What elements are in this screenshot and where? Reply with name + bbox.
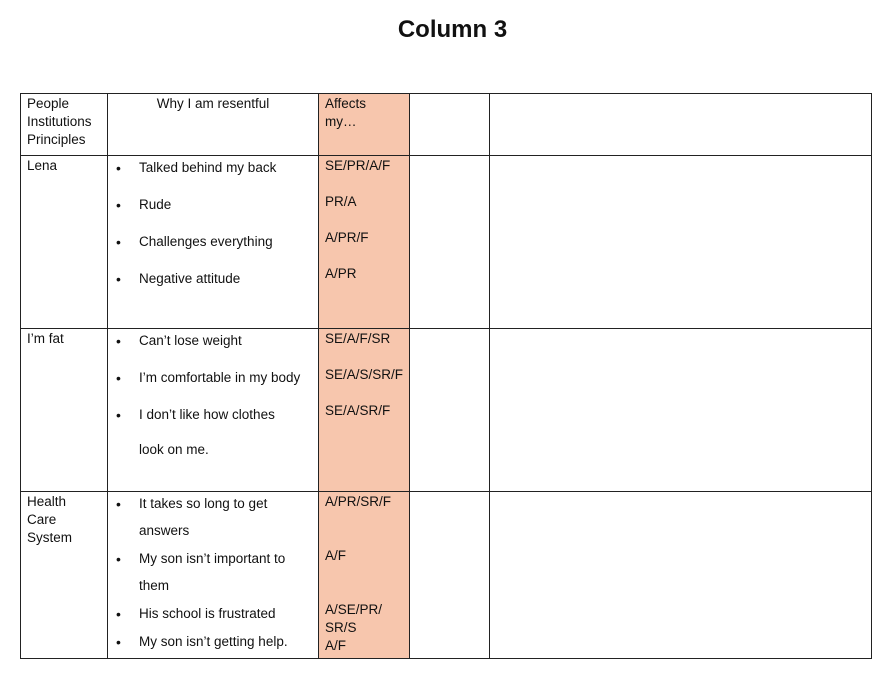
affects-code: SR/S	[325, 620, 357, 635]
reasons-list	[114, 495, 312, 651]
reasons-list	[114, 159, 312, 288]
reason-item: • My son isn’t important to	[114, 550, 312, 568]
header-affects-cell	[319, 94, 410, 156]
reason-item: • Can’t lose weight	[114, 332, 312, 350]
empty-cell	[410, 329, 490, 492]
reason-item: • I don’t like how clothes	[114, 406, 312, 424]
reason-item: • His school is frustrated	[114, 605, 312, 623]
reason-continuation-text: answers	[139, 523, 190, 538]
affects-code: SE/A/SR/F	[325, 403, 391, 418]
header-principles-label: Principles	[27, 132, 86, 147]
affects-code: PR/A	[325, 194, 357, 209]
reason-item: • It takes so long to get	[114, 495, 312, 513]
header-empty-cell-4	[410, 94, 490, 156]
affects-code: SE/PR/A/F	[325, 158, 391, 173]
header-people-label: People	[27, 96, 70, 111]
reason-continuation	[114, 577, 312, 595]
affects-code: A/PR	[325, 266, 357, 281]
reason-continuation	[114, 441, 312, 459]
affects-code: A/F	[325, 638, 347, 653]
table-row	[21, 156, 872, 329]
page-title: Column 3	[397, 16, 508, 43]
affects-code: A/PR/F	[325, 230, 369, 245]
empty-cell	[490, 156, 872, 329]
reason-continuation-text: them	[139, 578, 170, 593]
reason-item: • Challenges everything	[114, 233, 312, 251]
row-reasons-cell	[108, 492, 319, 659]
table-row	[21, 329, 872, 492]
row-name: Lena	[27, 158, 58, 173]
header-affects-label: Affects	[325, 96, 367, 111]
reasons-list	[114, 332, 312, 459]
header-people-cell	[21, 94, 108, 156]
empty-cell	[490, 329, 872, 492]
header-empty-cell-5	[490, 94, 872, 156]
reason-item: • My son isn’t getting help.	[114, 633, 312, 651]
row-name-cell	[21, 329, 108, 492]
row-name: I’m fat	[27, 331, 64, 346]
row-name-line: Health	[27, 494, 67, 509]
row-affects-cell	[319, 329, 410, 492]
affects-code: SE/A/F/SR	[325, 331, 391, 346]
reason-continuation-text: look on me.	[139, 442, 209, 457]
empty-cell	[490, 492, 872, 659]
row-name-cell	[21, 492, 108, 659]
reason-continuation	[114, 522, 312, 540]
header-why-cell	[108, 94, 319, 156]
row-affects-cell	[319, 156, 410, 329]
row-name-line: System	[27, 530, 73, 545]
row-affects-cell	[319, 492, 410, 659]
row-name-line: Care	[27, 512, 57, 527]
reason-item: • Negative attitude	[114, 270, 312, 288]
table-header-row	[21, 94, 872, 156]
reason-item: • I’m comfortable in my body	[114, 369, 312, 387]
empty-cell	[410, 492, 490, 659]
row-reasons-cell	[108, 329, 319, 492]
affects-code: A/F	[325, 548, 347, 563]
row-name-cell	[21, 156, 108, 329]
reason-item: • Talked behind my back	[114, 159, 312, 177]
table-row	[21, 492, 872, 659]
row-reasons-cell	[108, 156, 319, 329]
affects-code: A/SE/PR/	[325, 602, 383, 617]
affects-code: A/PR/SR/F	[325, 494, 392, 509]
reason-item: • Rude	[114, 196, 312, 214]
resentment-table	[20, 93, 872, 659]
header-affects-my-label: my…	[325, 114, 357, 129]
empty-cell	[410, 156, 490, 329]
header-why-label: Why I am resentful	[156, 96, 270, 111]
affects-code: SE/A/S/SR/F	[325, 367, 404, 382]
header-institutions-label: Institutions	[27, 114, 92, 129]
